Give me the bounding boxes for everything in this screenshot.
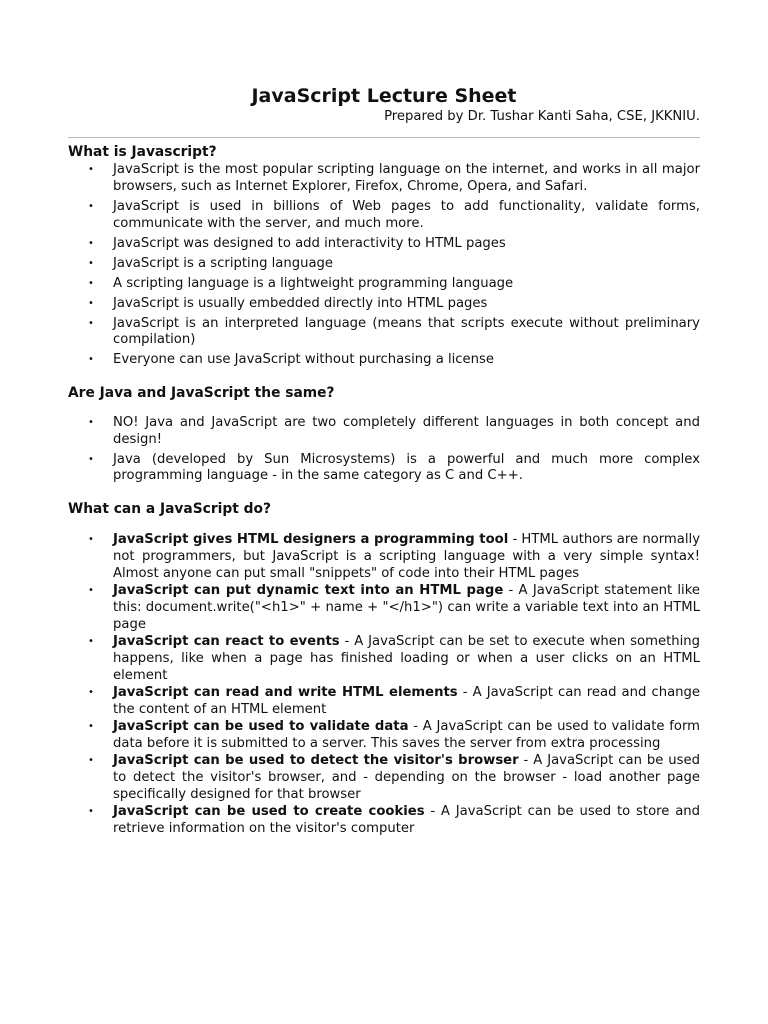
section-what-is-javascript — [68, 143, 700, 369]
section-heading: Are Java and JavaScript the same? — [68, 385, 335, 402]
bullet-icon: • — [88, 534, 94, 546]
bullet-icon: • — [88, 237, 94, 249]
bullet-icon: • — [88, 200, 94, 212]
list-item: • JavaScript was designed to add interactivity to HTML pages — [88, 235, 506, 251]
page-title: JavaScript Lecture Sheet — [251, 85, 517, 107]
list-item: • JavaScript is an interpreted language (means that scripts execute without preliminary compilation) — [88, 315, 700, 348]
section-heading: What is Javascript? — [68, 144, 217, 160]
bullet-icon: • — [88, 806, 94, 818]
section-heading: What can a JavaScript do? — [68, 501, 272, 518]
list-item: • JavaScript can read and write HTML elements - A JavaScript can read and change the content of an HTML element — [88, 684, 700, 717]
list-item: • Java (developed by Sun Microsystems) is a powerful and much more complex programming language - in the same category as C and C++. — [88, 451, 700, 484]
bullet-icon: • — [88, 636, 94, 648]
list-item: • A scripting language is a lightweight programming language — [88, 275, 514, 291]
bullet-icon: • — [88, 755, 94, 767]
item-lead: JavaScript gives HTML designers a programming tool — [113, 532, 509, 548]
list-item: • Everyone can use JavaScript without purchasing a license — [88, 352, 495, 368]
section-what-can-javascript-do — [68, 500, 700, 837]
bullet-icon: • — [88, 354, 94, 366]
item-lead: JavaScript can react to events — [113, 634, 340, 650]
bullet-icon: • — [88, 164, 94, 175]
list-item: • JavaScript can be used to create cookies - A JavaScript can be used to store and retrieve information on the visitor's computer — [88, 804, 701, 836]
bullet-icon: • — [88, 277, 94, 289]
bullet-icon: • — [88, 297, 94, 309]
bullet-icon: • — [88, 686, 94, 698]
bullet-list — [68, 415, 700, 485]
item-lead: JavaScript can be used to detect the visitor's browser — [113, 753, 519, 769]
list-item: • JavaScript can put dynamic text into an HTML page - A JavaScript statement like this: document.write("<h1>" + name + "</h1>") can write a variable text into an HTML page — [88, 583, 700, 632]
document-page — [68, 84, 700, 838]
header-divider — [68, 137, 700, 138]
list-item: • JavaScript is usually embedded directly into HTML pages — [88, 295, 488, 311]
list-item: • JavaScript is a scripting language — [88, 255, 334, 271]
author-line: Prepared by Dr. Tushar Kanti Saha, CSE, JKKNIU. — [384, 109, 700, 124]
bullet-icon: • — [88, 721, 94, 733]
section-java-vs-javascript — [68, 384, 700, 485]
bullet-icon: • — [88, 453, 94, 465]
bullet-icon: • — [88, 257, 94, 269]
item-lead: JavaScript can put dynamic text into an HTML page — [113, 583, 504, 599]
list-item: • JavaScript gives HTML designers a programming tool - HTML authors are normally not programmers, but JavaScript is a scripting language with a very simple syntax! Almost anyone can put small "snippets" of code into their HTML pages — [88, 532, 700, 581]
item-lead: JavaScript can be used to validate data — [113, 719, 409, 735]
bullet-list — [68, 532, 700, 837]
item-lead: JavaScript can be used to create cookies — [113, 804, 425, 820]
list-item: • JavaScript can be used to detect the visitor's browser - A JavaScript can be used to detect the visitor's browser, and - depending on the browser - load another page specifically designed for that browser — [88, 753, 700, 802]
list-item: • JavaScript can be used to validate data - A JavaScript can be used to validate form data before it is submitted to a server. This saves the server from extra processing — [88, 719, 700, 751]
list-item: • JavaScript is the most popular scripting language on the internet, and works in all major browsers, such as Internet Explorer, Firefox, Chrome, Opera, and Safari. — [88, 162, 700, 194]
list-item: • JavaScript is used in billions of Web pages to add functionality, validate forms, communicate with the server, and much more. — [88, 198, 700, 231]
bullet-list — [68, 162, 700, 369]
item-lead: JavaScript can read and write HTML elements — [113, 684, 458, 700]
list-item: • NO! Java and JavaScript are two completely different languages in both concept and design! — [88, 415, 700, 447]
list-item: • JavaScript can react to events - A JavaScript can be set to execute when something happens, like when a page has finished loading or when a user clicks on an HTML element — [88, 634, 700, 683]
bullet-icon: • — [88, 417, 94, 429]
bullet-icon: • — [88, 585, 94, 597]
bullet-icon: • — [88, 317, 94, 329]
